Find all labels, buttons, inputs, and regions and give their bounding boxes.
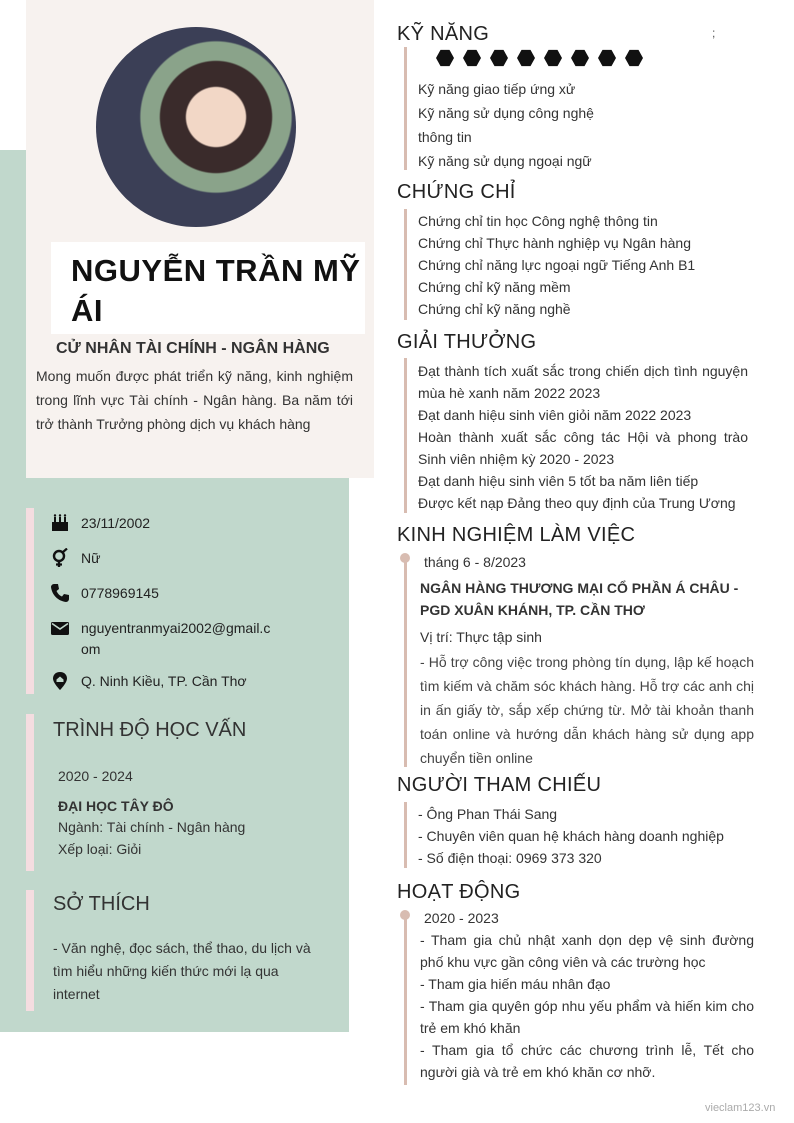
activity-item: - Tham gia chủ nhật xanh dọn dẹp vệ sinh đường phố khu vực gần công viên và các trường học (420, 932, 754, 970)
certificate-item: Chứng chỉ tin học Công nghệ thông tin (418, 213, 658, 229)
hobbies-text (53, 937, 311, 1006)
certificates-line (404, 209, 407, 320)
hobbies-accent-bar (26, 890, 34, 1011)
phone-icon (50, 583, 70, 603)
certificates-heading: CHỨNG CHỈ (397, 181, 516, 203)
left-edge-background (0, 150, 26, 478)
skill-item: thông tin (418, 129, 472, 145)
hobbies-line-3: internet (53, 986, 100, 1002)
rating-hex-icon (517, 49, 535, 67)
rating-hex-icon (463, 49, 481, 67)
activity-item: - Tham gia hiến máu nhân đạo (420, 976, 611, 992)
activities-line (404, 917, 407, 1085)
reference-item: - Ông Phan Thái Sang (418, 806, 558, 822)
gender-value: Nữ (81, 550, 101, 566)
experience-heading: KINH NGHIỆM LÀM VIỆC (397, 524, 636, 546)
rating-hex-icon (436, 49, 454, 67)
email-line-2: om (81, 641, 101, 657)
awards-list (418, 360, 748, 514)
hobbies-line-1: - Văn nghệ, đọc sách, thể thao, du lịch và (53, 940, 311, 956)
skills-line (404, 47, 407, 170)
gender-icon (50, 548, 70, 568)
certificate-item: Chứng chỉ kỹ năng mềm (418, 279, 571, 295)
award-item: Đạt danh hiệu sinh viên 5 tốt ba năm liên tiếp (418, 473, 699, 489)
experience-position: Vị trí: Thực tập sinh (420, 629, 542, 645)
email-line-1: nguyentranmyai2002@gmail.c (81, 620, 271, 636)
awards-heading: GIẢI THƯỞNG (397, 331, 537, 353)
rating-hex-icon (490, 49, 508, 67)
location-pin-icon (50, 671, 70, 691)
contact-birthday (50, 513, 150, 534)
education-accent-bar (26, 714, 34, 871)
education-school: ĐẠI HỌC TÂY ĐÔ (58, 798, 174, 814)
experience-line (404, 560, 407, 767)
awards-line (404, 358, 407, 513)
contact-accent-bar (26, 508, 34, 694)
certificate-item: Chứng chỉ năng lực ngoại ngữ Tiếng Anh B1 (418, 257, 696, 273)
skills-list (418, 77, 594, 173)
reference-item: - Số điện thoại: 0969 373 320 (418, 850, 602, 866)
contact-address (50, 671, 247, 692)
skill-item: Kỹ năng sử dụng công nghệ (418, 105, 594, 121)
education-heading: TRÌNH ĐỘ HỌC VẤN (53, 719, 247, 741)
contact-email (50, 618, 270, 660)
skill-item: Kỹ năng giao tiếp ứng xử (418, 81, 576, 97)
skills-heading: KỸ NĂNG (397, 23, 490, 45)
award-item: Được kết nạp Đảng theo quy định của Trung Ương (418, 495, 736, 511)
education-grade: Xếp loại: Giỏi (58, 841, 142, 857)
profile-photo (96, 27, 296, 227)
career-objective: Mong muốn được phát triển kỹ năng, kinh nghiệm trong lĩnh vực Tài chính - Ngân hàng. Ba năm tới trở thành Trưởng phòng dịch vụ khách hàng (36, 368, 353, 432)
certificate-item: Chứng chỉ kỹ năng nghề (418, 301, 571, 317)
activities-period: 2020 - 2023 (424, 910, 499, 926)
award-item: Đạt danh hiệu sinh viên giỏi năm 2022 2023 (418, 407, 692, 423)
certificates-list (418, 210, 695, 320)
phone-value: 0778969145 (81, 585, 159, 601)
award-item: Đạt thành tích xuất sắc trong chiến dịch tình nguyện mùa hè xanh năm 2022 2023 (418, 363, 748, 401)
experience-company: NGÂN HÀNG THƯƠNG MẠI CỔ PHẦN Á CHÂU - PGD XUÂN KHÁNH, TP. CẦN THƠ (420, 580, 739, 618)
email-value (81, 618, 270, 660)
activity-item: - Tham gia tổ chức các chương trình lễ, Tết cho người già và trẻ em khó khăn cơ nhỡ. (420, 1042, 754, 1080)
rating-hex-icon (571, 49, 589, 67)
contact-phone (50, 583, 159, 604)
name-line-1: NGUYỄN TRẦN MỸ (71, 253, 361, 288)
address-value: Q. Ninh Kiều, TP. Cần Thơ (81, 673, 247, 689)
education-years: 2020 - 2024 (58, 768, 133, 784)
activities-heading: HOẠT ĐỘNG (397, 881, 521, 903)
activities-list (420, 929, 754, 1083)
stray-mark: ; (712, 26, 716, 40)
candidate-name (71, 251, 361, 331)
rating-hex-icon (625, 49, 643, 67)
hobbies-line-2: tìm hiểu những kiến thức mới lạ qua (53, 963, 279, 979)
award-item: Hoàn thành xuất sắc công tác Hội và phong trào Sinh viên nhiệm kỳ 2020 - 2023 (418, 429, 748, 467)
references-heading: NGƯỜI THAM CHIẾU (397, 774, 602, 796)
experience-period: tháng 6 - 8/2023 (424, 554, 526, 570)
hobbies-heading: SỞ THÍCH (53, 893, 150, 915)
certificate-item: Chứng chỉ Thực hành nghiệp vụ Ngân hàng (418, 235, 692, 251)
watermark: vieclam123.vn (705, 1102, 776, 1114)
skill-rating (436, 49, 643, 67)
rating-hex-icon (598, 49, 616, 67)
birthday-cake-icon (50, 513, 70, 533)
contact-gender (50, 548, 100, 569)
experience-description: - Hỗ trợ công việc trong phòng tín dụng, lập kế hoạch tìm kiếm và chăm sóc khách hàng. Hỗ trợ các anh chị in ấn giấy tờ, sắp xếp chứng từ. Mở tài khoản thanh toán online và hướng dẫn khách hàng sử dụng app chuyển tiền online (420, 654, 754, 766)
email-icon (50, 618, 70, 638)
name-line-2: ÁI (71, 293, 103, 328)
job-title: CỬ NHÂN TÀI CHÍNH - NGÂN HÀNG (56, 340, 330, 357)
activity-item: - Tham gia quyên góp nhu yếu phẩm và hiến kim cho trẻ em khó khăn (420, 998, 754, 1036)
education-major: Ngành: Tài chính - Ngân hàng (58, 819, 246, 835)
skill-item: Kỹ năng sử dụng ngoại ngữ (418, 153, 592, 169)
references-list (418, 803, 724, 869)
birthday-value: 23/11/2002 (81, 515, 151, 531)
rating-hex-icon (544, 49, 562, 67)
references-line (404, 802, 407, 868)
reference-item: - Chuyên viên quan hệ khách hàng doanh nghiệp (418, 828, 724, 844)
